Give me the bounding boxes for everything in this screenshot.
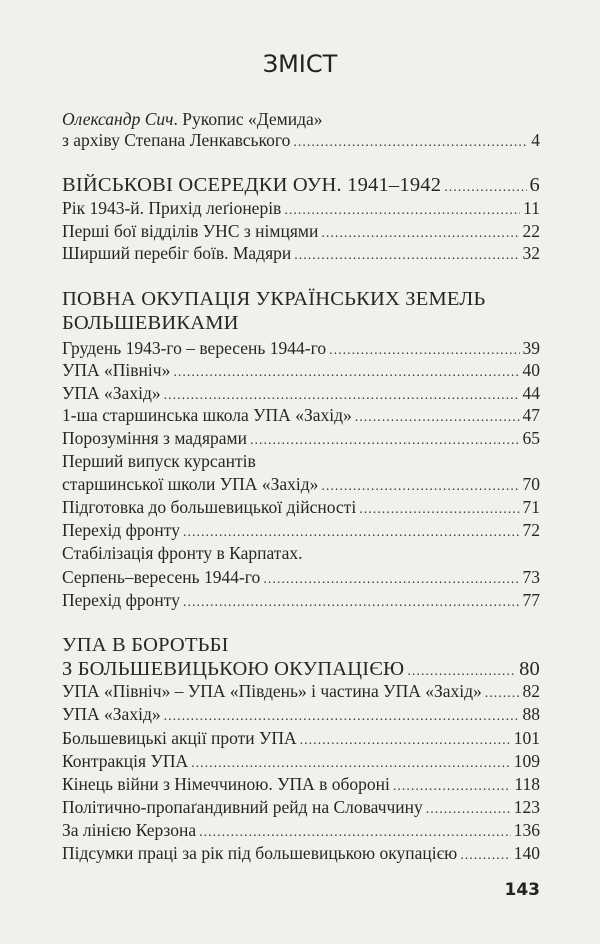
entry-title: Ширший перебіг боїв. Мадяри	[62, 243, 292, 263]
toc-entry	[62, 727, 540, 752]
entry-page: 40	[522, 360, 540, 380]
entry-title: Політично-пропаґандивний рейд на Словаччину	[62, 797, 423, 817]
entry-page: 65	[522, 428, 540, 448]
entry-page: 88	[522, 704, 540, 724]
entry-page: 44	[522, 383, 540, 403]
entry-page: 11	[523, 198, 540, 218]
toc-entry	[62, 450, 540, 472]
entry-page: 73	[522, 567, 540, 587]
toc-entry	[62, 129, 540, 154]
dot-leader	[191, 753, 511, 775]
entry-title: За лінією Керзона	[62, 820, 197, 840]
entry-page: 82	[522, 681, 540, 701]
toc-entry	[62, 108, 540, 130]
toc-entry	[62, 819, 540, 844]
entry-page: 123	[513, 797, 540, 817]
entry-author: Олександр Сич	[62, 109, 174, 129]
page-number: 143	[504, 880, 540, 900]
dot-leader	[164, 706, 520, 728]
toc-entry	[62, 242, 540, 267]
entry-title: Підготовка до большевицької дійсності	[62, 497, 357, 517]
dot-leader	[294, 245, 519, 267]
entry-page: 71	[522, 497, 540, 517]
entry-page: 77	[522, 590, 540, 610]
dot-leader	[250, 430, 520, 452]
toc-entry	[62, 288, 540, 310]
dot-leader	[321, 476, 519, 498]
toc-entry	[62, 680, 540, 705]
entry-title: з архіву Степана Ленкавського	[62, 130, 291, 150]
toc-entry	[62, 174, 540, 199]
entry-title: Большевицькі акції проти УПА	[62, 728, 297, 748]
toc-entry	[62, 703, 540, 728]
dot-leader	[284, 200, 520, 222]
entry-title: Підсумки праці за рік під большевицькою окупацією	[62, 843, 458, 863]
entry-page: 4	[531, 130, 540, 150]
entry-title: УПА «Захід»	[62, 383, 161, 403]
entry-title: Рік 1943-й. Прихід леґіонерів	[62, 198, 282, 218]
dot-leader	[393, 776, 511, 798]
entry-title: УПА «Захід»	[62, 704, 161, 724]
toc-entry	[62, 312, 540, 334]
entry-page: 72	[522, 520, 540, 540]
toc-entry	[62, 750, 540, 775]
toc-entry	[62, 359, 540, 384]
toc-entry	[62, 566, 540, 591]
toc-entry	[62, 773, 540, 798]
toc-entry	[62, 519, 540, 544]
entry-title: УПА В БОРОТЬБІ	[62, 634, 229, 656]
entry-title: Серпень–вересень 1944-го	[62, 567, 261, 587]
entry-page: 39	[522, 338, 540, 358]
dot-leader	[359, 499, 519, 521]
entry-title: старшинської школи УПА «Захід»	[62, 474, 319, 494]
toc-entry	[62, 473, 540, 498]
dot-leader	[426, 799, 511, 821]
entry-page: 22	[522, 221, 540, 241]
toc-entry	[62, 404, 540, 429]
entry-title: Стабілізація фронту в Карпатах.	[62, 543, 303, 563]
entry-title: УПА «Північ»	[62, 360, 171, 380]
dot-leader	[183, 522, 520, 544]
entry-title: Порозуміння з мадярами	[62, 428, 247, 448]
dot-leader	[173, 362, 519, 384]
entry-title: Кінець війни з Німеччиною. УПА в обороні	[62, 774, 390, 794]
entry-page: 47	[522, 405, 540, 425]
toc-entry	[62, 842, 540, 867]
entry-title: Перші бої відділів УНС з німцями	[62, 221, 319, 241]
toc-entry	[62, 589, 540, 614]
toc-entry	[62, 496, 540, 521]
toc-entry	[62, 197, 540, 222]
entry-page: 140	[513, 843, 540, 863]
entry-title: Перший випуск курсантів	[62, 451, 256, 471]
entry-title: Перехід фронту	[62, 520, 180, 540]
dot-leader	[355, 407, 520, 429]
entry-title: Перехід фронту	[62, 590, 180, 610]
toc-entry	[62, 796, 540, 821]
entry-page: 118	[514, 774, 540, 794]
dot-leader	[183, 592, 520, 614]
dot-leader	[199, 822, 511, 844]
dot-leader	[300, 730, 511, 752]
entry-title: Грудень 1943-го – вересень 1944-го	[62, 338, 327, 358]
toc-entry	[62, 634, 540, 656]
entry-page: 70	[522, 474, 540, 494]
entry-page: 6	[529, 174, 540, 196]
dot-leader	[444, 177, 526, 199]
toc-entry	[62, 427, 540, 452]
toc-entry	[62, 542, 540, 564]
page-title: ЗМІСТ	[262, 50, 338, 78]
dot-leader	[460, 845, 511, 867]
dot-leader	[485, 683, 520, 705]
entry-page: 101	[513, 728, 540, 748]
entry-title: . Рукопис «Демида»	[173, 109, 323, 129]
entry-title: 1-ша старшинська школа УПА «Захід»	[62, 405, 352, 425]
entry-title: ВІЙСЬКОВІ ОСЕРЕДКИ ОУН. 1941–1942	[62, 174, 442, 196]
entry-title: ПОВНА ОКУПАЦІЯ УКРАЇНСЬКИХ ЗЕМЕЛЬ	[62, 288, 486, 310]
entry-title: УПА «Північ» – УПА «Південь» і частина УПА «Захід»	[62, 681, 482, 701]
entry-page: 80	[519, 658, 540, 680]
entry-title: З БОЛЬШЕВИЦЬКОЮ ОКУПАЦІЄЮ	[62, 658, 405, 680]
entry-page: 109	[513, 751, 540, 771]
entry-page: 136	[513, 820, 540, 840]
entry-title: Контракція УПА	[62, 751, 189, 771]
dot-leader	[293, 132, 528, 154]
entry-page: 32	[522, 243, 540, 263]
entry-title: БОЛЬШЕВИКАМИ	[62, 312, 239, 334]
dot-leader	[263, 569, 519, 591]
